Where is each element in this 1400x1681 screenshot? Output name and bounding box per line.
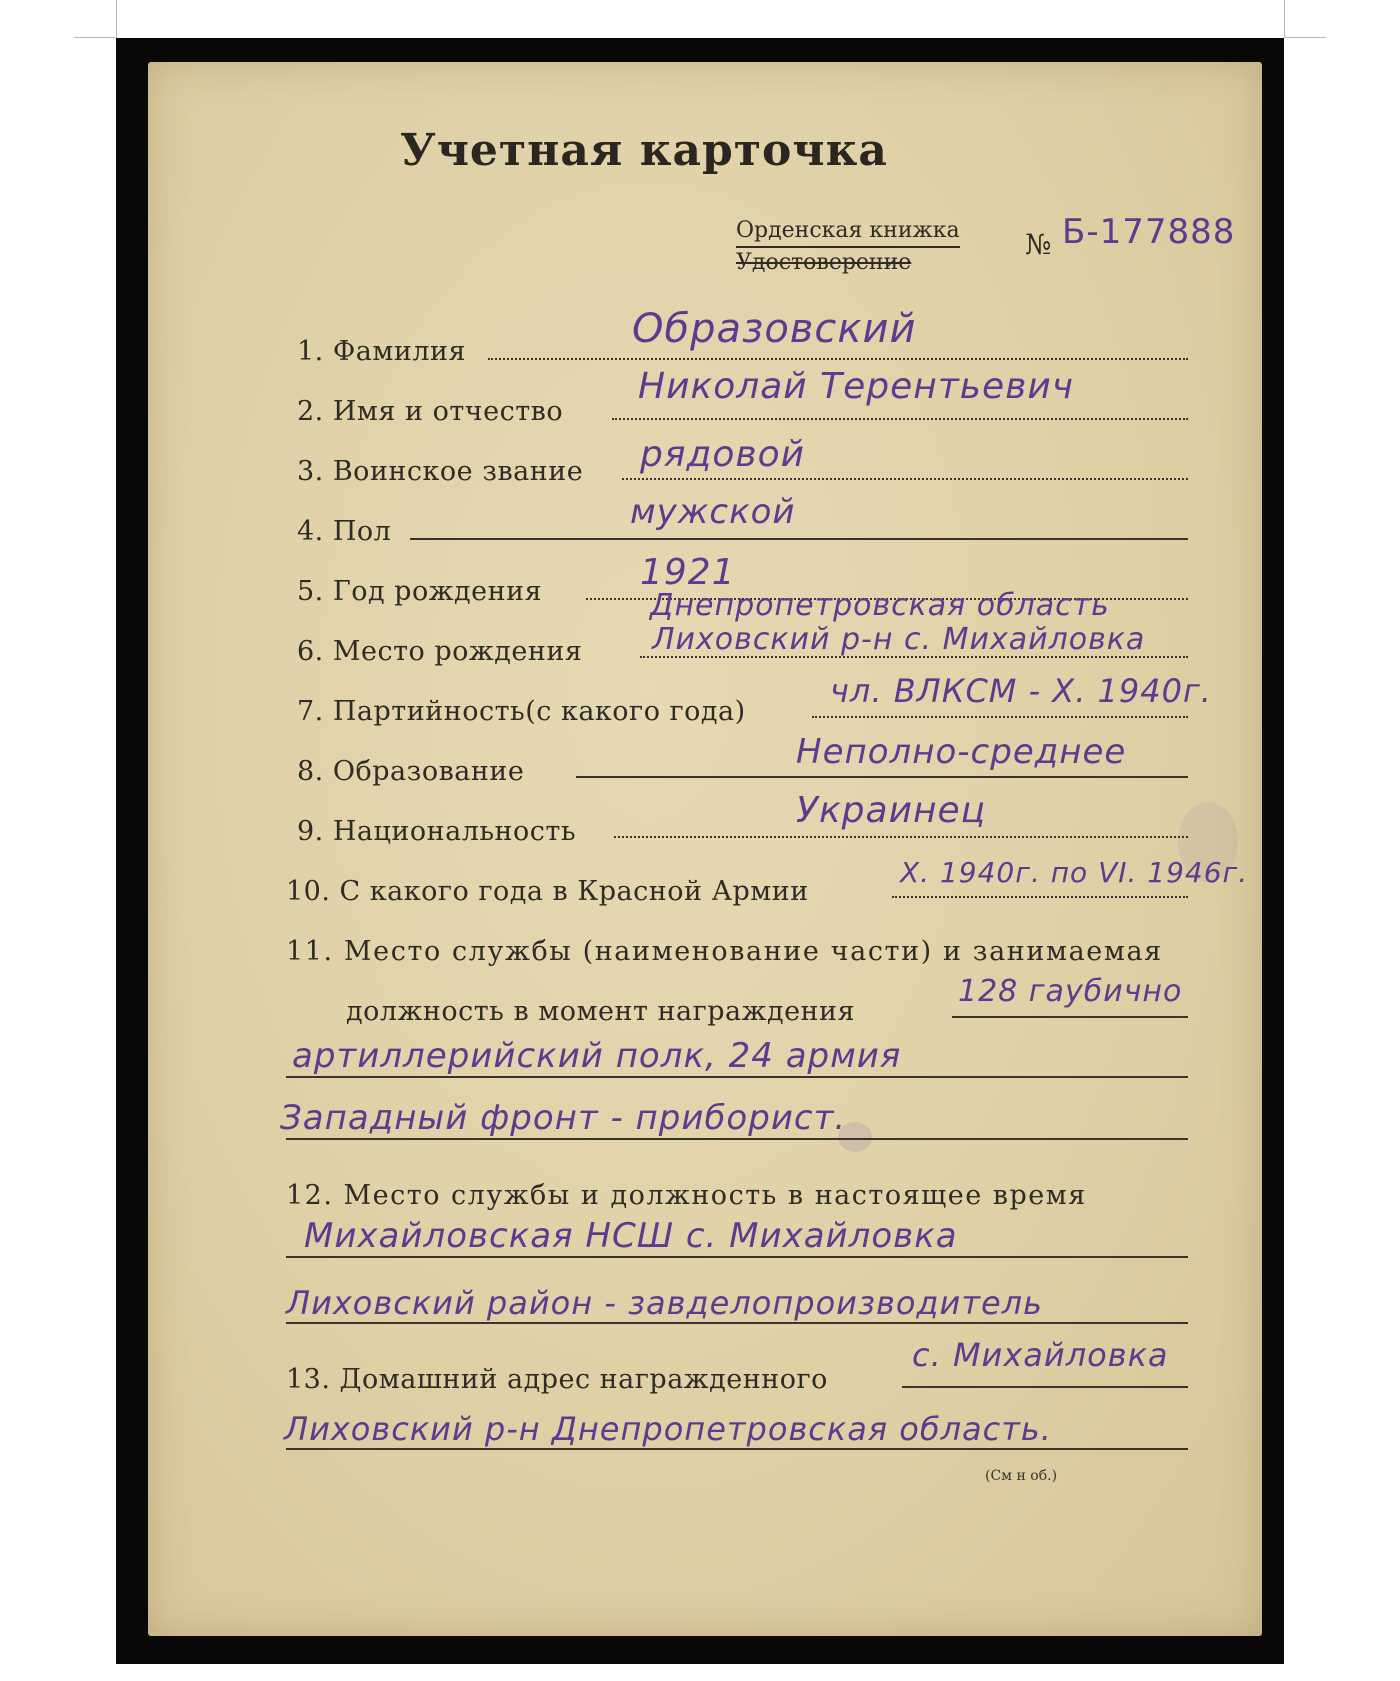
field-label-service-award-line2: должность в момент награждения [346, 996, 856, 1027]
document-type [736, 218, 960, 275]
crop-mark-right-horizontal [1284, 37, 1326, 38]
document-type-struck: Удостоверение [736, 250, 912, 275]
field-label-rank: 3. Воинское звание [297, 456, 584, 487]
field-label-birth-year: 5. Год рождения [297, 576, 543, 607]
number-value: Б-177888 [1062, 212, 1236, 252]
number-label: № [1025, 228, 1052, 261]
footer-code: (См н об.) [985, 1468, 1058, 1484]
field-value-rank: рядовой [640, 434, 806, 475]
field-rule-party [812, 716, 1188, 718]
field-rule-army-since [892, 896, 1188, 898]
field-rule-service-award-3 [286, 1138, 1188, 1140]
field-label-army-since: 10. С какого года в Красной Армии [286, 876, 809, 907]
field-label-birthplace: 6. Место рождения [297, 636, 583, 667]
field-label-service-award-line1: 11. Место службы (наименование части) и занимаемая [286, 936, 1163, 967]
field-rule-surname [488, 358, 1188, 360]
field-rule-current-service-1 [286, 1256, 1188, 1258]
field-value-surname: Образовский [632, 306, 917, 352]
field-value-home-address-line1: с. Михайловка [912, 1336, 1169, 1374]
field-value-service-award-line2: артиллерийский полк, 24 армия [292, 1036, 902, 1076]
field-value-birth-year: 1921 [640, 552, 736, 593]
crop-mark-left-horizontal [74, 37, 116, 38]
field-value-service-award-line1: 128 гаубично [958, 974, 1183, 1009]
field-rule-home-address-2 [286, 1448, 1188, 1450]
field-label-home-address: 13. Домашний адрес награжденного [286, 1364, 828, 1395]
field-label-education: 8. Образование [297, 756, 525, 787]
field-value-nationality: Украинец [796, 790, 987, 831]
field-value-sex: мужской [630, 492, 796, 532]
field-label-nationality: 9. Национальность [297, 816, 577, 847]
field-rule-current-service-2 [286, 1322, 1188, 1324]
document-type-active: Орденская книжка [736, 218, 960, 248]
field-rule-service-award-2 [286, 1076, 1188, 1078]
field-rule-name [612, 418, 1188, 420]
field-rule-sex [410, 538, 1188, 540]
field-rule-service-award-1 [952, 1016, 1188, 1018]
field-value-home-address-line2: Лиховский р-н Днепропетровская область. [284, 1410, 1052, 1448]
field-rule-education [576, 776, 1188, 778]
field-label-name: 2. Имя и отчество [297, 396, 564, 427]
field-rule-nationality [614, 836, 1188, 838]
field-label-current-service: 12. Место службы и должность в настоящее время [286, 1180, 1087, 1211]
field-value-army-since: Х. 1940г. по VI. 1946г. [900, 856, 1249, 889]
field-value-birthplace-line2: Лиховский р-н с. Михайловка [652, 622, 1146, 657]
field-value-education: Неполно-среднее [796, 732, 1127, 772]
registration-card [148, 62, 1262, 1636]
field-value-name: Николай Терентьевич [638, 366, 1075, 407]
crop-mark-right-vertical [1284, 0, 1285, 38]
field-value-current-service-line2: Лиховский район - завделопроизводитель [286, 1284, 1043, 1322]
field-rule-home-address-1 [902, 1386, 1188, 1388]
field-label-surname: 1. Фамилия [297, 336, 467, 367]
field-value-birthplace-line1: Днепропетровская область [650, 588, 1110, 623]
card-title: Учетная карточка [400, 125, 888, 176]
field-label-sex: 4. Пол [297, 516, 392, 547]
field-label-party: 7. Партийность(с какого года) [297, 696, 746, 727]
field-value-service-award-line3: Западный фронт - приборист. [280, 1098, 847, 1138]
field-value-current-service-line1: Михайловская НСШ с. Михайловка [304, 1216, 958, 1256]
crop-mark-left-vertical [116, 0, 117, 38]
field-rule-rank [622, 478, 1188, 480]
field-value-party: чл. ВЛКСМ - Х. 1940г. [830, 672, 1212, 710]
